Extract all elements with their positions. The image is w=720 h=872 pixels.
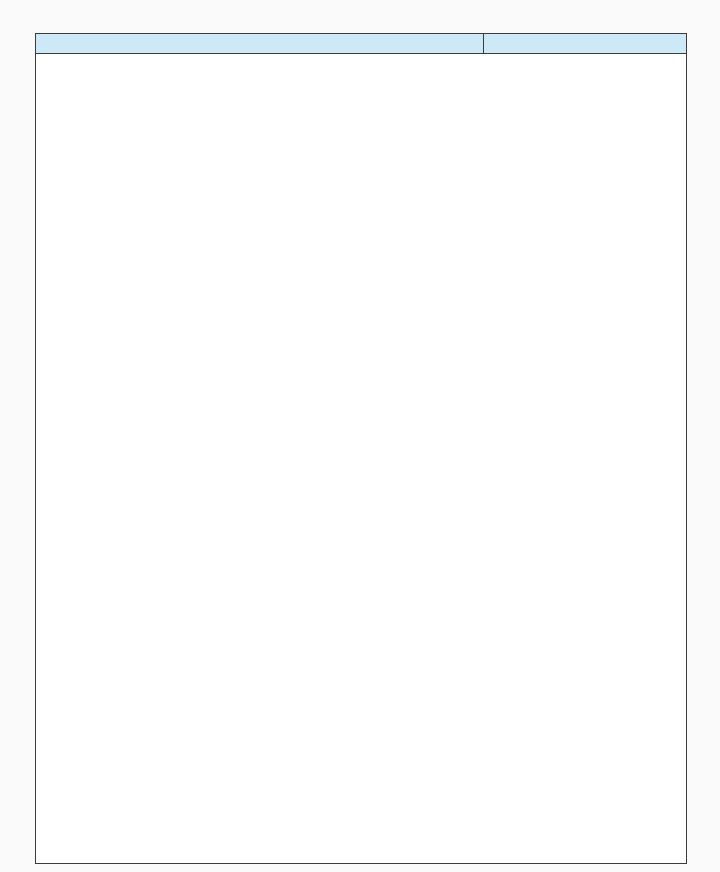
spec-table: [35, 33, 687, 864]
table-header-code-column: [36, 34, 484, 54]
table-header-desc-column: [484, 34, 686, 54]
